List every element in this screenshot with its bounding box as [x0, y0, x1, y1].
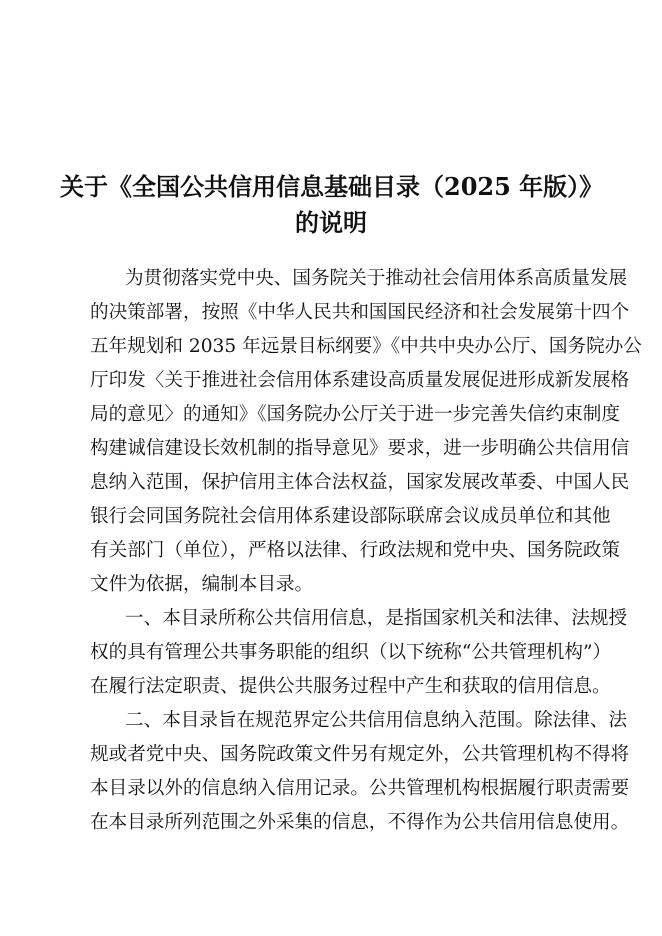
paragraph-1-line-6: 构建诚信建设长效机制的指导意见》要求，进一步明确公共信用信	[90, 438, 630, 459]
paragraph-3-line-1: 二、本目录旨在规范界定公共信用信息纳入范围。除法律、法	[125, 710, 628, 731]
paragraph-1-line-1: 为贯彻落实党中央、国务院关于推动社会信用体系高质量发展	[125, 268, 628, 289]
paragraph-1-line-3: 五年规划和 2035 年远景目标纲要》《中共中央办公厅、国务院办公	[90, 336, 642, 357]
paragraph-2-line-2: 权的具有管理公共事务职能的组织（以下统称“公共管理机构”）	[90, 642, 612, 663]
paragraph-1-line-2: 的决策部署，按照《中华人民共和国国民经济和社会发展第十四个	[90, 302, 630, 323]
paragraph-1-line-5: 局的意见〉的通知》《国务院办公厅关于进一步完善失信约束制度	[90, 404, 620, 425]
paragraph-3-line-3: 本目录以外的信息纳入信用记录。公共管理机构根据履行职责需要	[90, 778, 630, 799]
paragraph-1-line-8: 银行会同国务院社会信用体系建设部际联席会议成员单位和其他	[90, 506, 611, 527]
paragraph-1-line-7: 息纳入范围，保护信用主体合法权益，国家发展改革委、中国人民	[90, 472, 630, 493]
paragraph-3-line-2: 规或者党中央、国务院政策文件另有规定外，公共管理机构不得将	[90, 744, 630, 765]
paragraph-1-line-10: 文件为依据，编制本目录。	[90, 574, 314, 595]
paragraph-2-line-3: 在履行法定职责、提供公共服务过程中产生和获取的信用信息。	[90, 676, 611, 697]
paragraph-3-line-4: 在本目录所列范围之外采集的信息，不得作为公共信用信息使用。	[90, 812, 630, 833]
document-title-line-1: 关于《全国公共信用信息基础目录（2025 年版）》	[60, 172, 604, 201]
paragraph-1-line-4: 厅印发〈关于推进社会信用体系建设高质量发展促进形成新发展格	[90, 370, 630, 391]
paragraph-2-line-1: 一、本目录所称公共信用信息，是指国家机关和法律、法规授	[125, 608, 628, 629]
paragraph-1-line-9: 有关部门（单位），严格以法律、行政法规和党中央、国务院政策	[90, 540, 620, 561]
document-title-line-2: 的说明	[295, 208, 367, 237]
